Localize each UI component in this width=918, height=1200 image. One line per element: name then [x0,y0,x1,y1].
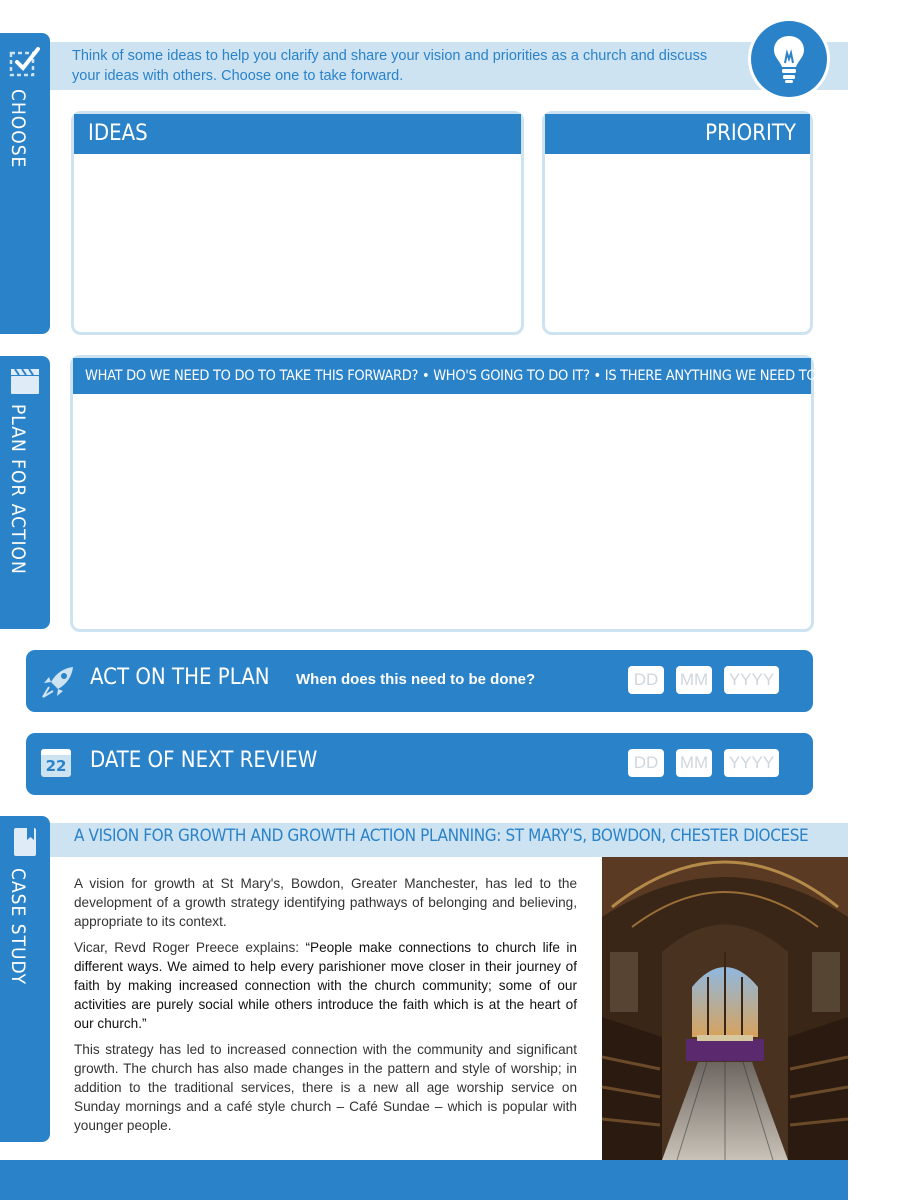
choose-tab-label: CHOOSE [7,89,29,169]
act-year-field[interactable]: YYYY [724,666,779,694]
act-day-field[interactable]: DD [628,666,664,694]
act-question: When does this need to be done? [296,671,536,688]
review-month-field[interactable]: MM [676,749,712,777]
case-study-body [74,874,577,1142]
rocket-icon [40,664,76,700]
case-quote-intro: Vicar, Revd Roger Preece explains: [74,940,306,955]
priority-heading: PRIORITY [545,114,810,154]
plan-side-tab [0,356,50,629]
case-study-tab-label: CASE STUDY [7,868,29,986]
ideas-heading: IDEAS [74,114,521,154]
calendar-day: 22 [45,757,67,775]
priority-box[interactable] [542,111,813,335]
plan-box[interactable] [70,355,918,632]
next-review-bar [26,733,813,795]
review-year-field[interactable]: YYYY [724,749,779,777]
case-study-side-tab [0,816,50,1142]
intro-text: Think of some ideas to help you clarify and share your vision and priorities as a church and discuss your ideas with others. Choose one to take forward. [72,48,708,84]
case-study-title: A VISION FOR GROWTH AND GROWTH ACTION PLANNING: ST MARY'S, BOWDON, CHESTER DIOCESE [74,826,809,846]
review-title: DATE OF NEXT REVIEW [90,748,318,773]
act-on-plan-bar [26,650,813,712]
act-title: ACT ON THE PLAN [90,665,270,690]
book-icon [11,826,39,858]
case-paragraph-3: This strategy has led to increased connection with the community and significant growth. The church has also made changes in the pattern and style of worship; in addition to the traditional services, there is a new all age worship service on Sunday mornings and a café style church – Café Sundae – which is popular with younger people. [74,1042,577,1133]
bottom-bar [0,1160,848,1200]
review-day-field[interactable]: DD [628,749,664,777]
case-paragraph-2 [74,938,577,1033]
lightbulb-badge [751,21,827,97]
church-interior-photo [602,857,848,1160]
act-month-field[interactable]: MM [676,666,712,694]
lightbulb-icon [771,33,807,85]
plan-tab-label: PLAN FOR ACTION [7,404,29,575]
plan-heading: WHAT DO WE NEED TO DO TO TAKE THIS FORWARD? • WHO'S GOING TO DO IT? • IS THERE ANYTHING WE NEED TO HELP US DO IT? [73,358,811,394]
church-interior-illustration [602,857,848,1160]
case-quote: “People make connections to church life in different ways. We aimed to help every parishioner move closer in their journey of faith by making increased connection with the church community; some of our activities are purely social while others introduce the faith which is at the heart of our church.” [74,940,577,1031]
case-paragraph-1: A vision for growth at St Mary's, Bowdon, Greater Manchester, has led to the development of a growth strategy identifying pathways of belonging and believing, appropriate to its context. [74,876,577,929]
ideas-box[interactable] [71,111,524,335]
clapperboard-icon [9,366,41,396]
checkbox-icon [9,45,41,77]
choose-side-tab [0,33,50,334]
calendar-icon [41,749,71,777]
